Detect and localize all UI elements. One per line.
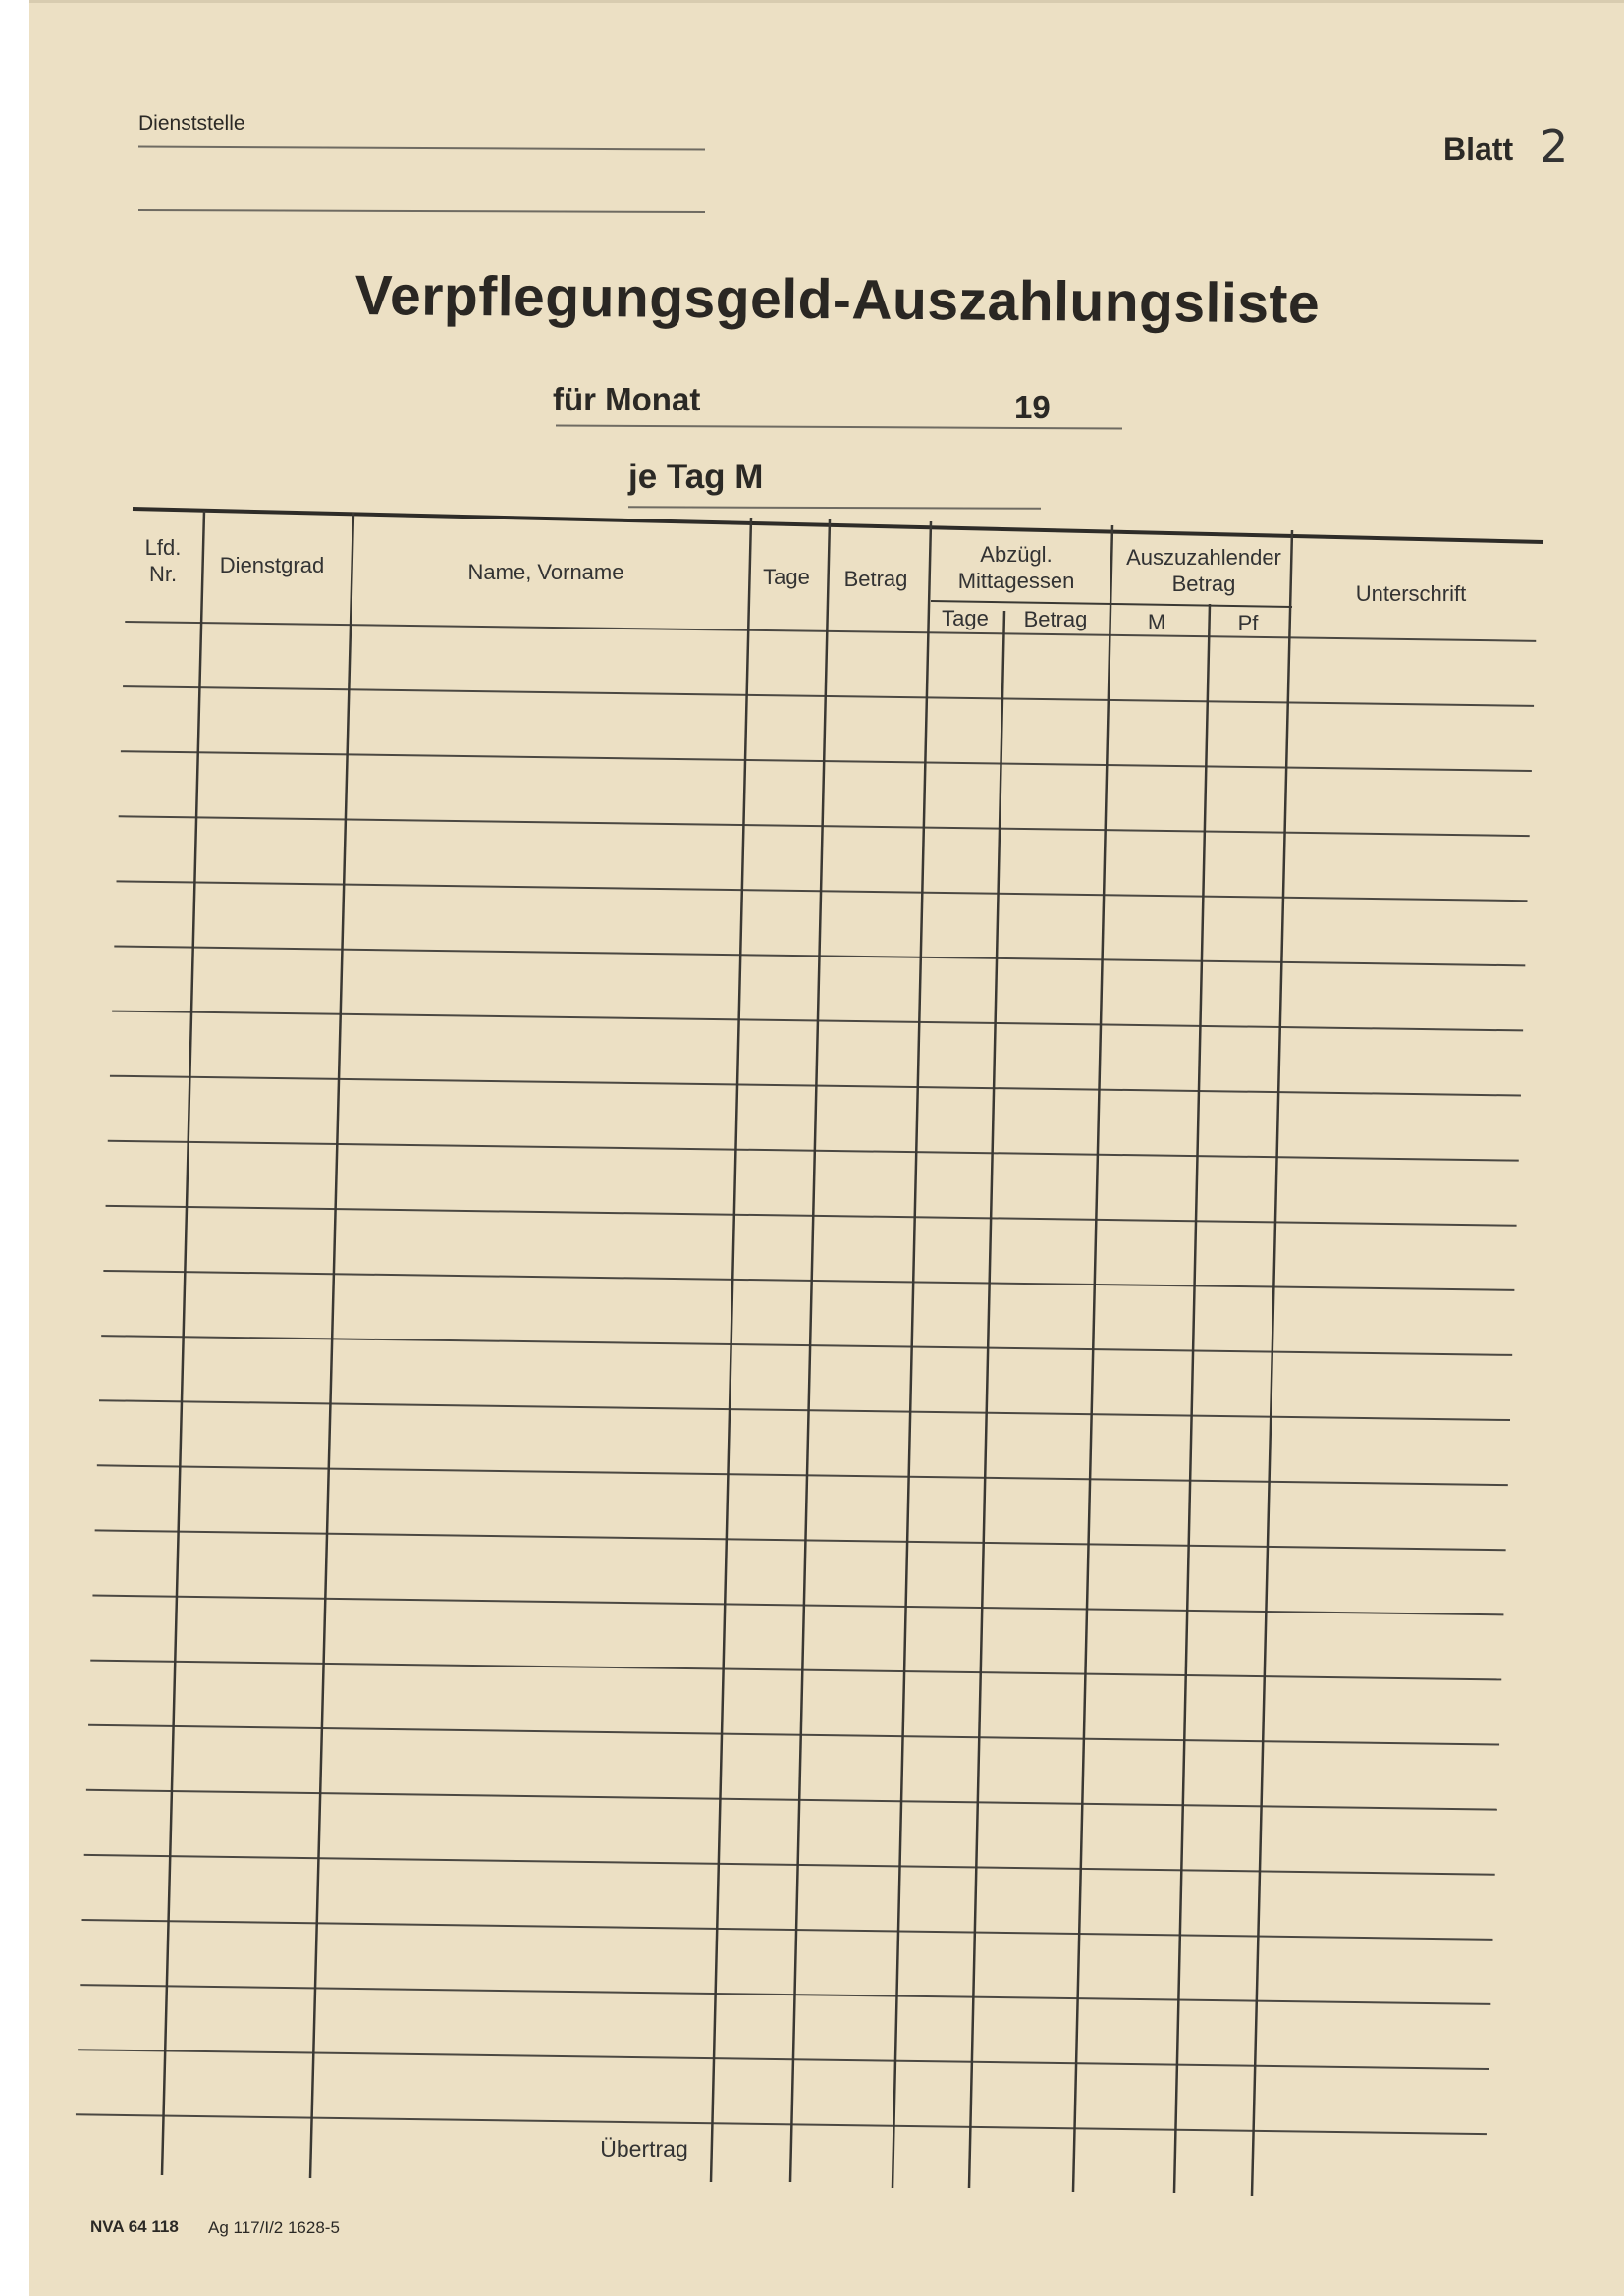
rate-label: je Tag M xyxy=(628,458,764,496)
sheet-number: 2 xyxy=(1540,120,1569,173)
table-column-lines xyxy=(162,511,1292,2196)
print-code: Ag 117/I/2 1628-5 xyxy=(208,2218,340,2237)
row-line xyxy=(123,686,1534,706)
row-line xyxy=(99,1400,1510,1420)
row-line xyxy=(121,751,1532,771)
row-line xyxy=(84,1855,1495,1875)
header-auszahl-pf: Pf xyxy=(1237,611,1259,635)
sheet-label: Blatt xyxy=(1443,132,1514,167)
header-betrag: Betrag xyxy=(843,567,908,591)
table-top-rule xyxy=(133,509,1543,542)
row-line xyxy=(82,1920,1493,1940)
header-abzuegl-betrag: Betrag xyxy=(1023,607,1088,631)
column-line xyxy=(310,513,353,2178)
form-code: NVA 64 118 xyxy=(90,2217,179,2236)
header-tage: Tage xyxy=(763,565,810,589)
row-line xyxy=(80,1985,1490,2004)
header-unterschrift: Unterschrift xyxy=(1355,581,1467,606)
column-line xyxy=(790,519,830,2182)
header-bottom-line xyxy=(125,622,1536,641)
column-line xyxy=(893,521,931,2188)
row-line xyxy=(106,1206,1517,1226)
header-lfd-nr: Lfd. Nr. xyxy=(144,535,182,586)
column-line xyxy=(1252,530,1292,2196)
header-abzuegl-group: Abzügl. Mittagessen xyxy=(957,542,1075,593)
row-line xyxy=(92,1596,1503,1615)
carry-over-label: Übertrag xyxy=(600,2136,688,2161)
row-line xyxy=(86,1790,1497,1810)
row-line xyxy=(119,816,1530,836)
row-line xyxy=(103,1271,1514,1290)
row-line xyxy=(88,1725,1499,1745)
header-auszahl-m: M xyxy=(1147,610,1166,634)
group-subline xyxy=(1112,604,1292,607)
office-label: Dienststelle xyxy=(138,112,245,135)
header-dienstgrad: Dienstgrad xyxy=(219,553,325,577)
column-line xyxy=(1174,604,1210,2193)
form-title: Verpflegungsgeld-Auszahlungsliste xyxy=(354,263,1321,336)
column-line xyxy=(711,518,751,2182)
row-line xyxy=(78,2050,1489,2069)
column-line xyxy=(1073,525,1112,2192)
row-line xyxy=(76,2114,1487,2134)
group-subline xyxy=(931,601,1112,604)
row-line xyxy=(90,1661,1501,1680)
row-line xyxy=(101,1336,1512,1355)
table-header xyxy=(145,535,1467,2161)
row-line xyxy=(95,1530,1506,1550)
row-line xyxy=(97,1465,1508,1485)
month-label: für Monat xyxy=(553,381,701,417)
header-auszahl-group: Auszuzahlender Betrag xyxy=(1126,545,1281,596)
header-abzuegl-tage: Tage xyxy=(942,606,989,630)
column-line xyxy=(969,611,1004,2188)
year-prefix: 19 xyxy=(1014,389,1051,425)
row-line xyxy=(108,1141,1519,1161)
column-line xyxy=(162,511,204,2175)
header-name: Name, Vorname xyxy=(467,560,624,584)
